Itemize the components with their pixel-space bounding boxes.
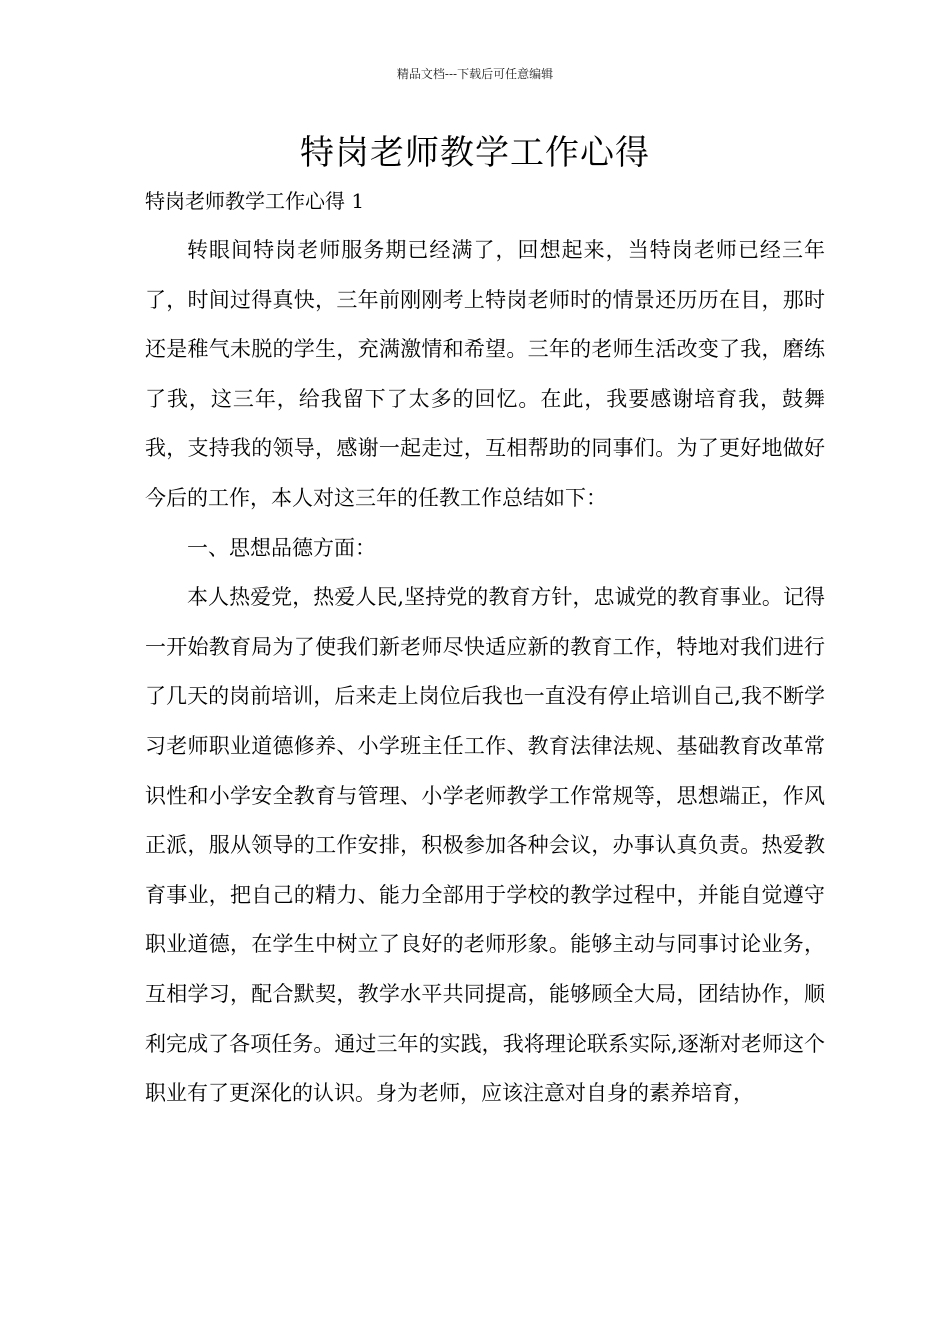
paragraph-moral: 本人热爱党，热爱人民,坚持党的教育方针，忠诚党的教育事业。记得一开始教育局为了使我们新老师尽快适应新的教育工作，特地对我们进行了几天的岗前培训，后来走上岗位后我也一直没有停止培训自己,我不断学习老师职业道德修养、小学班主任工作、教育法律法规、基础教育改革常识性和小学安全教育与管理、小学老师教学工作常规等，思想端正，作风正派，服从领导的工作安排，积极参加各种会议，办事认真负责。热爱教育事业，把自己的精力、能力全部用于学校的教学过程中，并能自觉遵守职业道德，在学生中树立了良好的老师形象。能够主动与同事讨论业务，互相学习，配合默契，教学水平共同提高，能够顾全大局，团结协作，顺利完成了各项任务。通过三年的实践，我将理论联系实际,逐渐对老师这个职业有了更深化的认识。身为老师，应该注意对自身的素养培育， xyxy=(145,585,825,1106)
paragraph-heading-moral: 一、思想品德方面： xyxy=(187,535,376,560)
section-heading: 特岗老师教学工作心得 1 xyxy=(145,189,365,213)
header-note: 精品文档---下载后可任意编辑 xyxy=(396,67,554,81)
paragraph-intro: 转眼间特岗老师服务期已经满了，回想起来，当特岗老师已经三年了，时间过得真快，三年前刚刚考上特岗老师时的情景还历历在目，那时还是稚气未脱的学生，充满激情和希望。三年的老师生活改变了我，磨练了我，这三年，给我留下了太多的回忆。在此，我要感谢培育我，鼓舞我，支持我的领导，感谢一起走过，互相帮助的同事们。为了更好地做好今后的工作，本人对这三年的任教工作总结如下： xyxy=(145,238,825,510)
document-title: 特岗老师教学工作心得 xyxy=(300,133,650,173)
document-body xyxy=(145,226,825,1119)
